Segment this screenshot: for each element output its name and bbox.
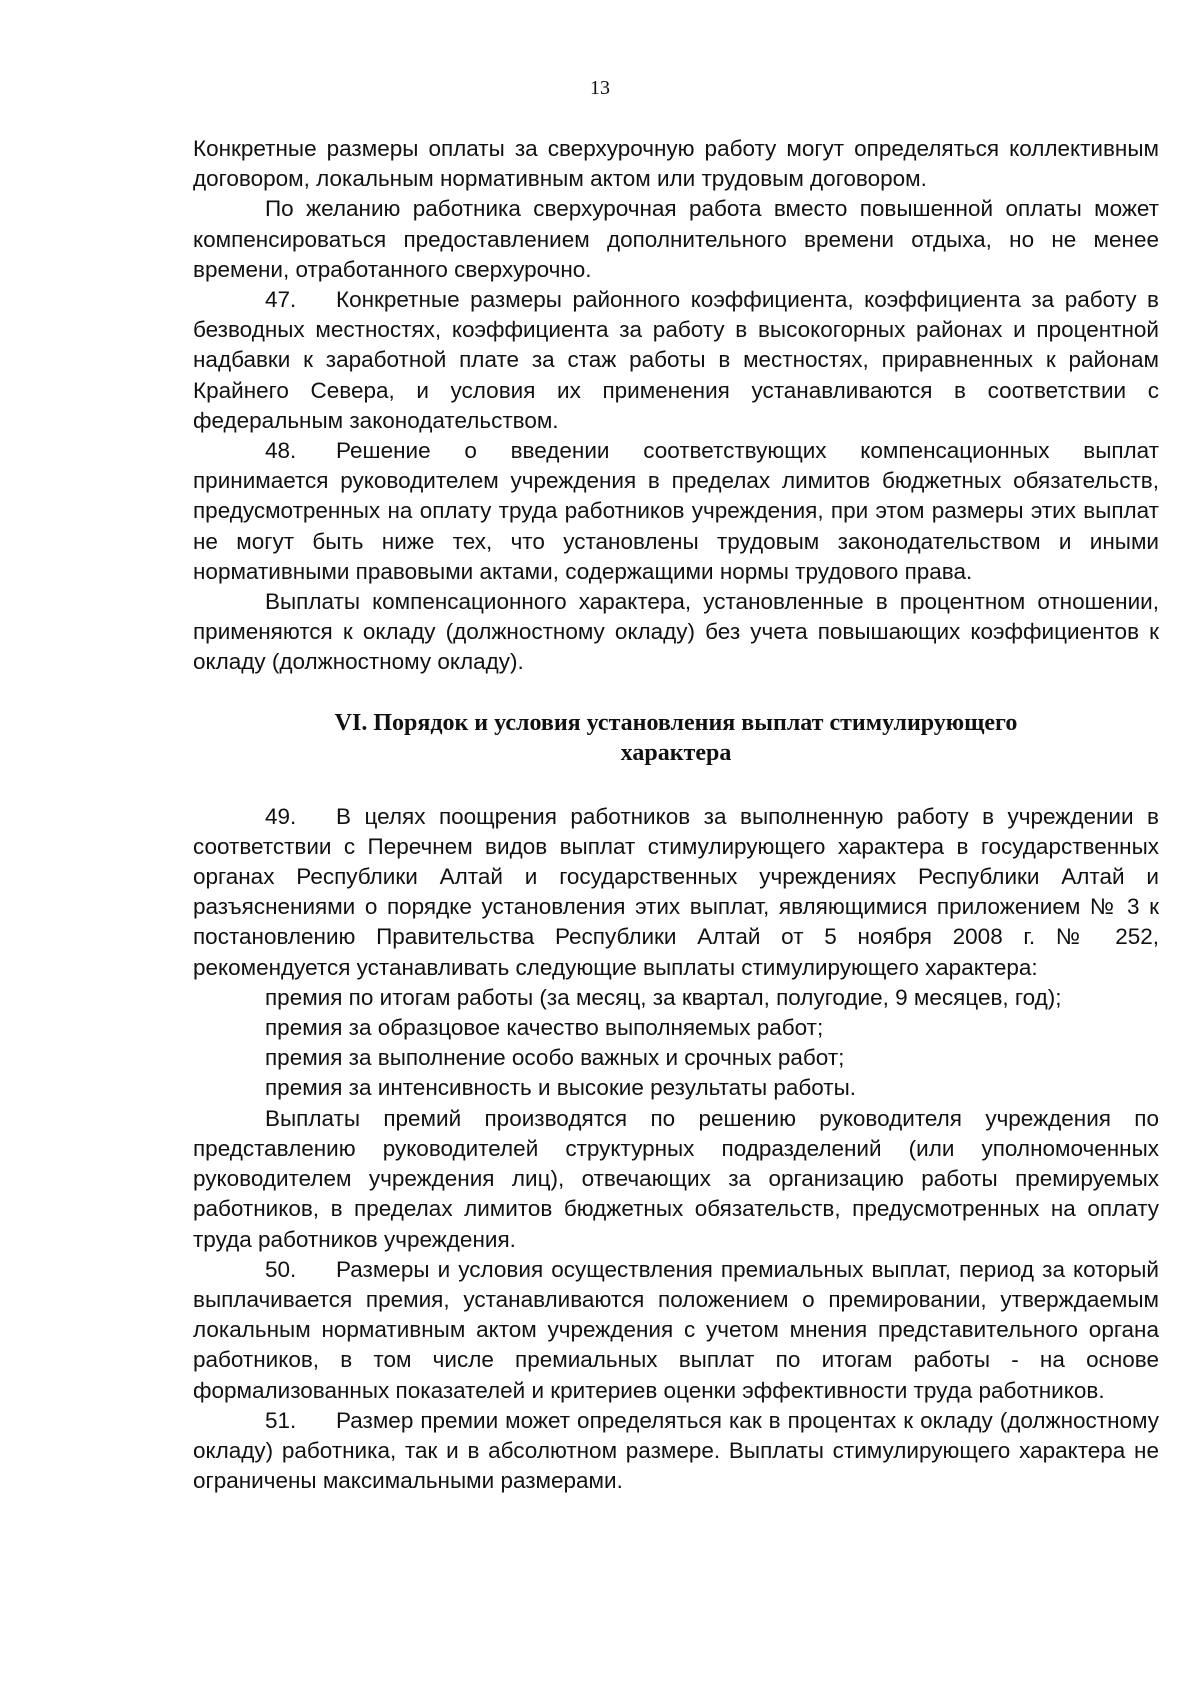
paragraph: По желанию работника сверхурочная работа вместо повышенной оплаты может компенсироваться предоставлением дополнительного времени отдыха, но не менее времени, отработанного сверхурочно. — [193, 196, 1159, 282]
clause-47 — [193, 285, 1159, 436]
page-number: 13 — [590, 77, 610, 99]
document-body — [193, 134, 1159, 1496]
clause-49 — [193, 802, 1159, 983]
section-heading-line: VI. Порядок и условия установления выплат стимулирующего — [334, 709, 1018, 736]
clause-text: В целях поощрения работников за выполненную работу в учреждении в соответствии с Перечнем видов выплат стимулирующего характера в государственных органах Республики Алтай и государственных учреждениях Республики Алтай и разъяснениями о порядке установления этих выплат, являющимися приложением № 3 к постановлению Правительства Республики Алтай от 5 ноября 2008 г. № 252, рекомендуется устанавливать следующие выплаты стимулирующего характера: — [193, 803, 1159, 980]
section-heading-line: характера — [620, 739, 732, 766]
section-heading — [193, 708, 1159, 768]
paragraph: Выплаты премий производятся по решению руководителя учреждения по представлению руководителей структурных подразделений (или уполномоченных руководителем учреждения лиц), отвечающих за организацию работы премируемых работников, в пределах лимитов бюджетных обязательств, предусмотренных на оплату труда работников учреждения. — [193, 1105, 1159, 1252]
section-v-continuation — [193, 134, 1159, 678]
clause-text: Размер премии может определяться как в процентах к окладу (должностному окладу) работника, так и в абсолютном размере. Выплаты стимулирующего характера не ограничены максимальными размерами. — [193, 1407, 1159, 1494]
bonus-list-item: премия за выполнение особо важных и срочных работ; — [265, 1045, 845, 1071]
clause-48 — [193, 436, 1159, 587]
clause-number: 49. — [265, 803, 297, 829]
section-vi — [193, 802, 1159, 1497]
bonus-list-item: премия по итогам работы (за месяц, за квартал, полугодие, 9 месяцев, год); — [265, 984, 1062, 1010]
clause-50 — [193, 1255, 1159, 1406]
clause-number: 48. — [265, 438, 297, 464]
paragraph: Выплаты компенсационного характера, установленные в процентном отношении, применяются к окладу (должностному окладу) без учета повышающих коэффициентов к окладу (должностному окладу). — [193, 589, 1159, 675]
clause-text: Размеры и условия осуществления премиальных выплат, период за который выплачивается премия, устанавливаются положением о премировании, утверждаемым локальным нормативным актом учреждения с учетом мнения представительного органа работников, в том числе премиальных выплат по итогам работы - на основе формализованных показателей и критериев оценки эффективности труда работников. — [193, 1256, 1159, 1403]
paragraph: Конкретные размеры оплаты за сверхурочную работу могут определяться коллективным договором, локальным нормативным актом или трудовым договором. — [193, 136, 1159, 192]
clause-number: 47. — [265, 287, 297, 313]
clause-number: 50. — [265, 1256, 297, 1282]
bonus-list-item: премия за интенсивность и высокие результаты работы. — [265, 1075, 857, 1101]
clause-51 — [193, 1406, 1159, 1497]
clause-number: 51. — [265, 1407, 297, 1433]
bonus-list-item: премия за образцовое качество выполняемых работ; — [265, 1015, 824, 1041]
clause-text: Конкретные размеры районного коэффициента, коэффициента за работу в безводных местностях, коэффициента за работу в высокогорных районах и процентной надбавки к заработной плате за стаж работы в местностях, приравненных к районам Крайнего Севера, и условия их применения устанавливаются в соответствии с федеральным законодательством. — [193, 287, 1159, 433]
clause-text: Решение о введении соответствующих компенсационных выплат принимается руководителем учреждения в пределах лимитов бюджетных обязательств, предусмотренных на оплату труда работников учреждения, при этом размеры этих выплат не могут быть ниже тех, что установлены трудовым законодательством и иными нормативными правовыми актами, содержащими нормы трудового права. — [193, 438, 1159, 584]
